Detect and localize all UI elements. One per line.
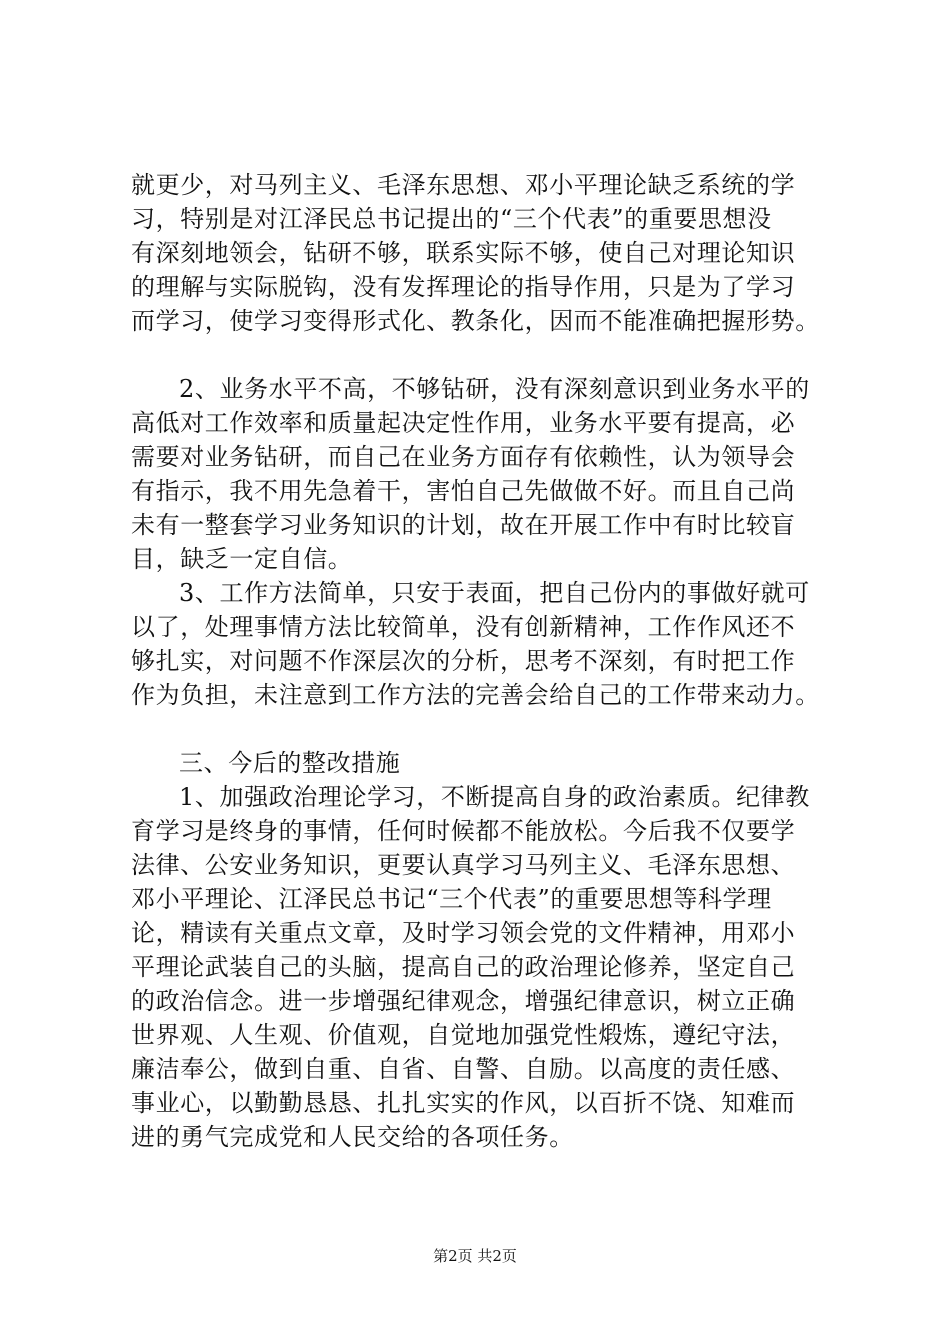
text-line: 而学习，使学习变得形式化、教条化，因而不能准确把握形势。 <box>131 307 820 335</box>
paragraph-gap <box>131 712 851 746</box>
text-line: 邓小平理论、江泽民总书记“三个代表”的重要思想等科学理 <box>131 885 772 913</box>
text-line: 目，缺乏一定自信。 <box>131 545 353 573</box>
text-line: 有指示，我不用先急着干，害怕自己先做做不好。而且自己尚 <box>131 477 796 505</box>
text-line: 的理解与实际脱钩，没有发挥理论的指导作用，只是为了学习 <box>131 273 796 301</box>
text-line: 进的勇气完成党和人民交给的各项任务。 <box>131 1123 574 1151</box>
text-line: 以了，处理事情方法比较简单，没有创新精神，工作作风还不 <box>131 613 796 641</box>
paragraph-business-level <box>131 372 851 576</box>
section-heading <box>131 746 851 780</box>
text-line: 法律、公安业务知识，更要认真学习马列主义、毛泽东思想、 <box>131 851 796 879</box>
page-number-footer: 第2页 共2页 <box>433 1247 517 1265</box>
text-line: 育学习是终身的事情，任何时候都不能放松。今后我不仅要学 <box>131 817 796 845</box>
document-body <box>131 168 851 1154</box>
paragraph-work-method <box>131 576 851 712</box>
text-line: 需要对业务钻研，而自己在业务方面存有依赖性，认为领导会 <box>131 443 796 471</box>
paragraph-political-study <box>131 780 851 1154</box>
text-line: 未有一整套学习业务知识的计划，故在开展工作中有时比较盲 <box>131 511 796 539</box>
text-line: 论，精读有关重点文章，及时学习领会党的文件精神，用邓小 <box>131 919 796 947</box>
text-line: 廉洁奉公，做到自重、自省、自警、自励。以高度的责任感、 <box>131 1055 796 1083</box>
text-line: 有深刻地领会，钻研不够，联系实际不够，使自己对理论知识 <box>131 239 796 267</box>
text-line: 世界观、人生观、价值观，自觉地加强党性煅炼，遵纪守法， <box>131 1021 796 1049</box>
text-line: 3、工作方法简单，只安于表面，把自己份内的事做好就可 <box>179 579 810 607</box>
text-line: 作为负担，未注意到工作方法的完善会给自己的工作带来动力。 <box>131 681 820 709</box>
text-line: 事业心，以勤勤恳恳、扎扎实实的作风，以百折不饶、知难而 <box>131 1089 796 1117</box>
text-line: 高低对工作效率和质量起决定性作用，业务水平要有提高，必 <box>131 409 796 437</box>
text-line: 1、加强政治理论学习，不断提高自身的政治素质。纪律教 <box>179 783 810 811</box>
paragraph-continuation <box>131 168 851 338</box>
text-line: 2、业务水平不高，不够钻研，没有深刻意识到业务水平的 <box>179 375 810 403</box>
text-line: 的政治信念。进一步增强纪律观念，增强纪律意识，树立正确 <box>131 987 796 1015</box>
text-line: 习，特别是对江泽民总书记提出的“三个代表”的重要思想没 <box>131 205 772 233</box>
text-line: 够扎实，对问题不作深层次的分析，思考不深刻，有时把工作 <box>131 647 796 675</box>
text-line: 就更少，对马列主义、毛泽东思想、邓小平理论缺乏系统的学 <box>131 171 796 199</box>
heading-text: 三、今后的整改措施 <box>179 749 401 777</box>
paragraph-gap <box>131 338 851 372</box>
text-line: 平理论武装自己的头脑，提高自己的政治理论修养，坚定自己 <box>131 953 796 981</box>
